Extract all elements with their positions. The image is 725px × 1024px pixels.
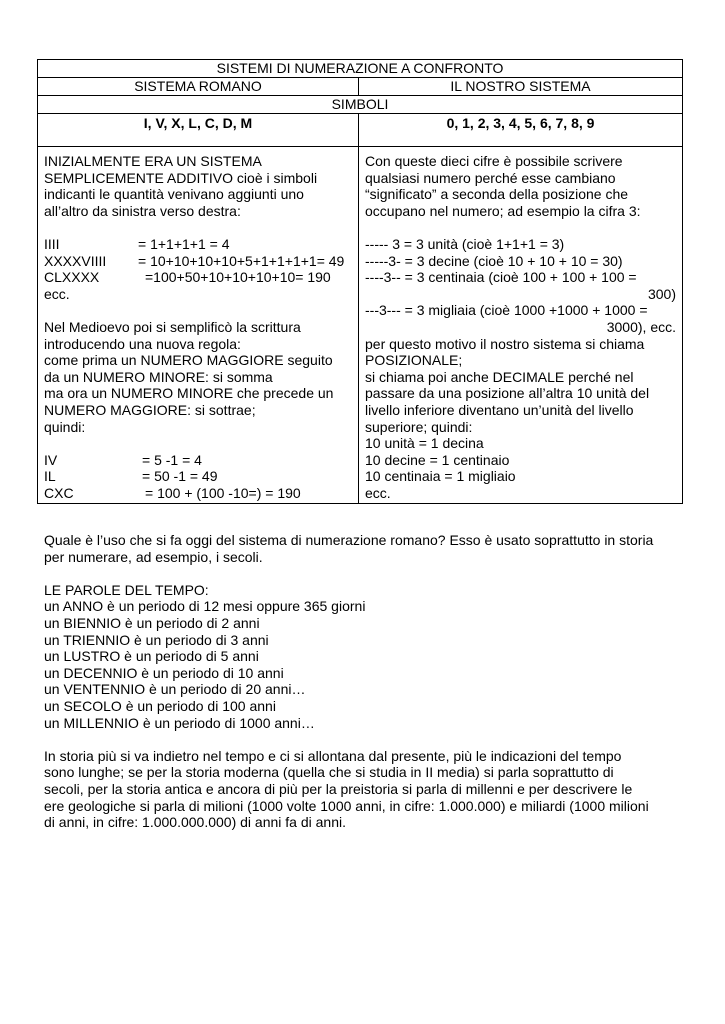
example-row [44,452,352,469]
text-line: ma ora un NUMERO MINORE che precede un [44,385,334,402]
list-item: un LUSTRO è un periodo di 5 anni [44,648,259,665]
text-line: INIZIALMENTE ERA UN SISTEMA [44,153,262,169]
example-row [44,253,352,270]
text-line: ----3-- = 3 centinaia (cioè 100 + 100 + 100 = [365,269,637,286]
question-paragraph [44,532,684,565]
text-line: Quale è l’uso che si fa oggi del sistema di numerazione romano? Esso è usato soprattutto in storia [44,532,654,548]
text-line: indicanti le quantità venivano aggiunti uno [44,186,304,203]
text-line: ecc. [365,484,391,501]
list-item: un ANNO è un periodo di 12 mesi oppure 365 giorni [44,598,366,615]
list-item: un BIENNIO è un periodo di 2 anni [44,614,260,631]
example-row [44,269,352,286]
text-line: POSIZIONALE; [365,352,463,369]
text-line: ere geologiche si parla di milioni (1000 volte 1000 anni, in cifre: 1.000.000) e miliardi (1000 milioni [44,797,649,814]
example-row [44,485,352,502]
symbols-header: SIMBOLI [38,96,683,114]
roman-numeral: CXC [44,484,74,501]
list-item: un MILLENNIO è un periodo di 1000 anni… [44,714,315,731]
roman-numeral: IL [44,468,56,485]
expansion: =100+50+10+10+10+10= 190 [145,269,331,286]
text-line: 10 centinaia = 1 migliaio [365,468,516,485]
blank-line [44,435,352,452]
section-title: LE PAROLE DEL TEMPO: [44,581,209,598]
text-line: per questo motivo il nostro sistema si chiama [365,335,645,352]
roman-numeral: IV [44,451,58,468]
text-line: introducendo una nuova regola: [44,335,241,352]
expansion: = 10+10+10+10+5+1+1+1+1= 49 [138,252,345,269]
body-text [44,532,684,847]
roman-symbols: I, V, X, L, C, D, M [38,114,359,147]
text-line: 10 unità = 1 decina [365,435,484,452]
blank-line [44,219,352,236]
text-line: all’altro da sinistra verso destra: [44,202,241,219]
list-item: un SECOLO è un periodo di 100 anni [44,697,276,714]
text-line: si chiama poi anche DECIMALE perché nel [365,368,634,385]
text-line: per numerare, ad esempio, i secoli. [44,548,263,565]
roman-numeral: XXXXVIIII [44,252,107,269]
text-line: da un NUMERO MINORE: si somma [44,368,273,385]
col-header-ours: IL NOSTRO SISTEMA [359,78,683,96]
list-item: un TRIENNIO è un periodo di 3 anni [44,631,269,648]
our-symbols: 0, 1, 2, 3, 4, 5, 6, 7, 8, 9 [359,114,683,147]
text-line: qualsiasi numero perché esse cambiano [365,169,616,186]
text-line: -----3- = 3 decine (cioè 10 + 10 + 10 = 30) [365,252,623,269]
closing-paragraph [44,748,684,831]
example-row [44,468,352,485]
text-line: “significato” a seconda della posizione che [365,186,629,203]
roman-numeral: CLXXXX [44,269,100,286]
text-line: ---3--- = 3 migliaia (cioè 1000 +1000 + 1000 = [365,302,648,319]
text-line: 10 decine = 1 centinaio [365,451,510,468]
table-title: SISTEMI DI NUMERAZIONE A CONFRONTO [38,60,683,78]
expansion: = 50 -1 = 49 [142,468,218,485]
text-line: passare da una posizione all’altra 10 unità del [365,385,650,402]
text-line: sono lunghe; se per la storia moderna (quella che si studia in II media) si parla soprattutto di [44,764,614,781]
text-line: occupano nel numero; ad esempio la cifra 3: [365,202,641,219]
our-description [359,147,683,504]
list-item: un VENTENNIO è un periodo di 20 anni… [44,681,306,698]
text-line: secoli, per la storia antica e ancora di più per la preistoria si parla di millenni e per descrivere le [44,780,633,797]
time-words-section [44,582,684,731]
text-line: Con queste dieci cifre è possibile scrivere [365,153,623,169]
text-line: come prima un NUMERO MAGGIORE seguito [44,352,333,369]
text-line: In storia più si va indietro nel tempo e ci si allontana dal presente, più le indicazioni del tempo [44,747,622,764]
text-line: quindi: [44,418,86,435]
blank-line [44,302,352,319]
text-line: di anni, in cifre: 1.000.000.000) di anni fa di anni. [44,814,346,831]
text-line: Nel Medioevo poi si semplificò la scrittura [44,318,301,335]
expansion: = 1+1+1+1 = 4 [138,235,230,252]
list-item: un DECENNIO è un periodo di 10 anni [44,664,284,681]
text-line: SEMPLICEMENTE ADDITIVO cioè i simboli [44,169,318,186]
example-row [44,236,352,253]
text-line: superiore; quindi: [365,418,473,435]
text-line: 300) [647,285,676,302]
roman-description [38,147,359,504]
col-header-roman: SISTEMA ROMANO [38,78,359,96]
blank-line [365,219,676,236]
text-line: ecc. [44,285,70,302]
text-line: ----- 3 = 3 unità (cioè 1+1+1 = 3) [365,235,565,252]
roman-numeral: IIII [44,235,60,252]
text-line: livello inferiore diventano un’unità del livello [365,401,634,418]
text-line: NUMERO MAGGIORE: si sottrae; [44,401,256,418]
expansion: = 100 + (100 -10=) = 190 [145,484,301,501]
expansion: = 5 -1 = 4 [142,451,202,468]
text-line: 3000), ecc. [606,318,676,335]
comparison-table [37,59,683,504]
